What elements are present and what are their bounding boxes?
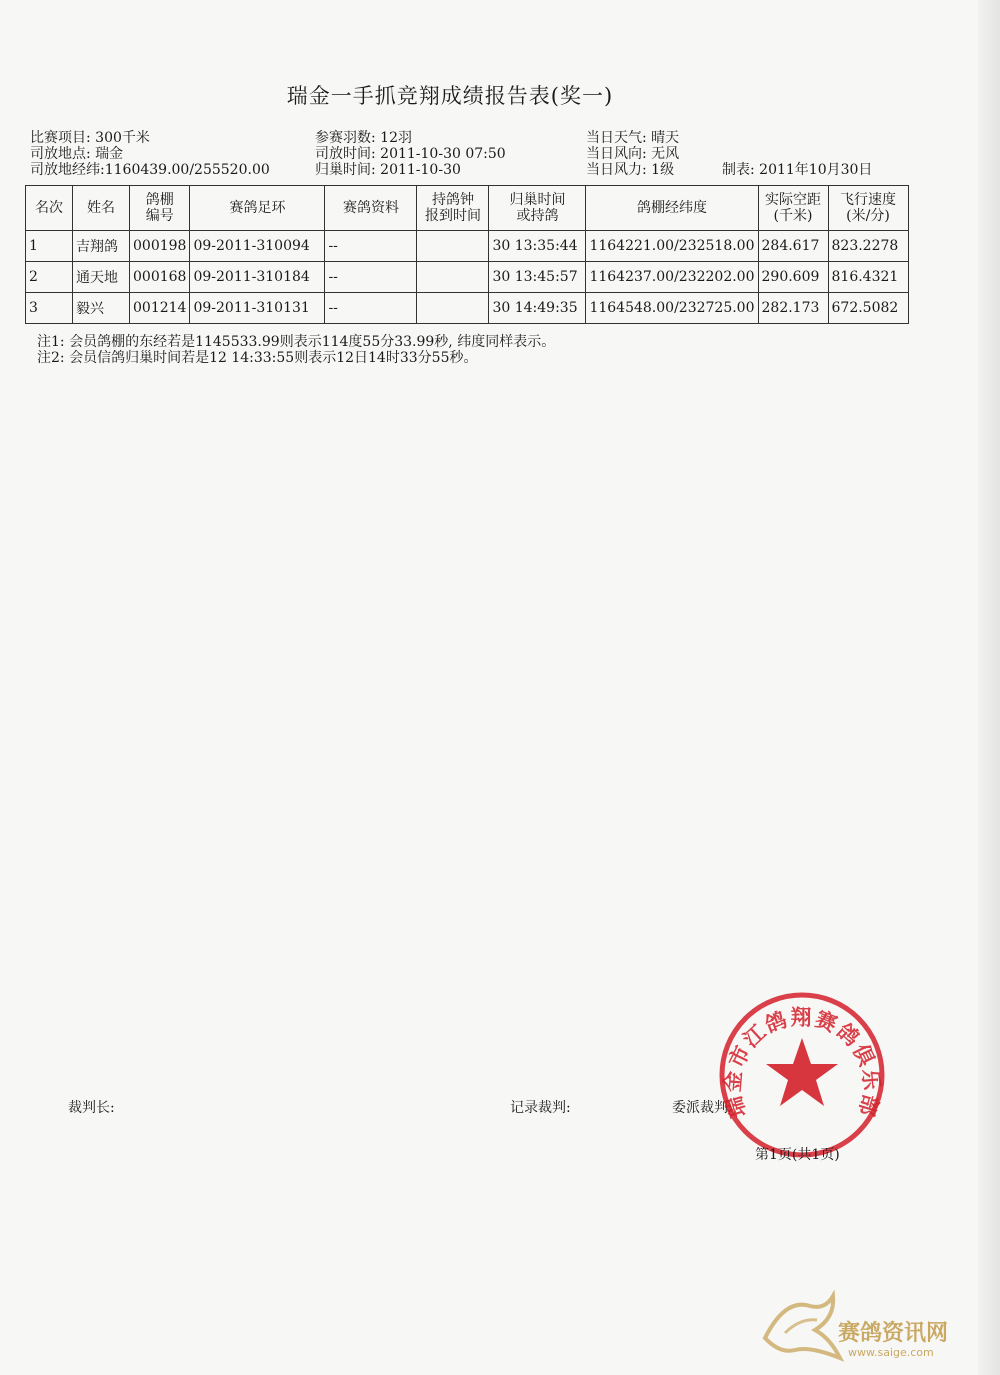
header-distance: 实际空距 (千米) — [758, 186, 828, 231]
recording-referee-label: 记录裁判: — [510, 1100, 571, 1116]
cell-name: 毅兴 — [73, 293, 130, 324]
wind-force: 当日风力: 1级 — [586, 162, 675, 178]
appointed-referee-label: 委派裁判: — [672, 1100, 733, 1116]
race-item: 比赛项目: 300千米 — [30, 130, 150, 146]
cell-ring: 09-2011-310131 — [190, 293, 325, 324]
paper-edge — [978, 0, 1000, 1375]
return-time: 归巢时间: 2011-10-30 — [315, 162, 461, 178]
notes — [37, 334, 555, 366]
cell-pigeon-info: -- — [325, 293, 417, 324]
wind-direction: 当日风向: 无风 — [586, 146, 680, 162]
cell-name: 通天地 — [73, 262, 130, 293]
cell-distance: 284.617 — [758, 231, 828, 262]
header-return-time: 归巢时间 或持鸽 — [489, 186, 586, 231]
cell-return-time: 30 14:49:35 — [489, 293, 586, 324]
table-row — [26, 262, 909, 293]
cell-pigeon-info: -- — [325, 262, 417, 293]
made-date: 制表: 2011年10月30日 — [722, 162, 873, 178]
cell-coords: 1164237.00/232202.00 — [586, 262, 758, 293]
cell-clock-time — [417, 231, 489, 262]
header-speed: 飞行速度 (米/分) — [828, 186, 908, 231]
cell-loft-id: 001214 — [130, 293, 190, 324]
header-pigeon-info: 赛鸽资料 — [325, 186, 417, 231]
release-coords: 司放地经纬:1160439.00/255520.00 — [30, 162, 270, 178]
header-name: 姓名 — [73, 186, 130, 231]
cell-ring: 09-2011-310094 — [190, 231, 325, 262]
header-coords: 鸽棚经纬度 — [586, 186, 758, 231]
club-seal-stamp — [717, 990, 887, 1160]
cell-pigeon-info: -- — [325, 231, 417, 262]
table-row — [26, 293, 909, 324]
weather: 当日天气: 晴天 — [586, 130, 680, 146]
note-2: 注2: 会员信鸽归巢时间若是12 14:33:55则表示12日14时33分55秒。 — [37, 350, 478, 366]
cell-rank: 1 — [26, 231, 73, 262]
cell-loft-id: 000168 — [130, 262, 190, 293]
cell-distance: 290.609 — [758, 262, 828, 293]
seal-text: 瑞金市江鸽翔赛鸽俱乐部 — [719, 1004, 885, 1121]
watermark-text: 赛鸽资讯网 — [838, 1321, 949, 1346]
header-ring: 赛鸽足环 — [190, 186, 325, 231]
watermark-url: www.saige.com — [848, 1346, 934, 1359]
table-row — [26, 231, 909, 262]
cell-speed: 672.5082 — [828, 293, 908, 324]
header-loft-id: 鸽棚 编号 — [130, 186, 190, 231]
chief-referee-label: 裁判长: — [68, 1100, 115, 1116]
cell-name: 吉翔鸽 — [73, 231, 130, 262]
cell-coords: 1164548.00/232725.00 — [586, 293, 758, 324]
cell-clock-time — [417, 262, 489, 293]
release-time: 司放时间: 2011-10-30 07:50 — [315, 146, 506, 162]
table-header-row — [26, 186, 909, 231]
header-rank: 名次 — [26, 186, 73, 231]
release-place: 司放地点: 瑞金 — [30, 146, 124, 162]
cell-speed: 823.2278 — [828, 231, 908, 262]
results-table — [25, 185, 909, 324]
cell-speed: 816.4321 — [828, 262, 908, 293]
page-number: 第1页(共1页) — [755, 1147, 840, 1163]
cell-return-time: 30 13:35:44 — [489, 231, 586, 262]
note-1: 注1: 会员鸽棚的东经若是1145533.99则表示114度55分33.99秒, 纬度同样表示。 — [37, 334, 556, 350]
cell-distance: 282.173 — [758, 293, 828, 324]
pigeon-logo-icon — [755, 1288, 845, 1368]
header-clock-time: 持鸽钟 报到时间 — [417, 186, 489, 231]
cell-clock-time — [417, 293, 489, 324]
cell-ring: 09-2011-310184 — [190, 262, 325, 293]
cell-loft-id: 000198 — [130, 231, 190, 262]
cell-coords: 1164221.00/232518.00 — [586, 231, 758, 262]
cell-rank: 3 — [26, 293, 73, 324]
cell-return-time: 30 13:45:57 — [489, 262, 586, 293]
cell-rank: 2 — [26, 262, 73, 293]
entries-count: 参赛羽数: 12羽 — [315, 130, 412, 146]
page-title: 瑞金一手抓竞翔成绩报告表(奖一) — [286, 84, 614, 108]
